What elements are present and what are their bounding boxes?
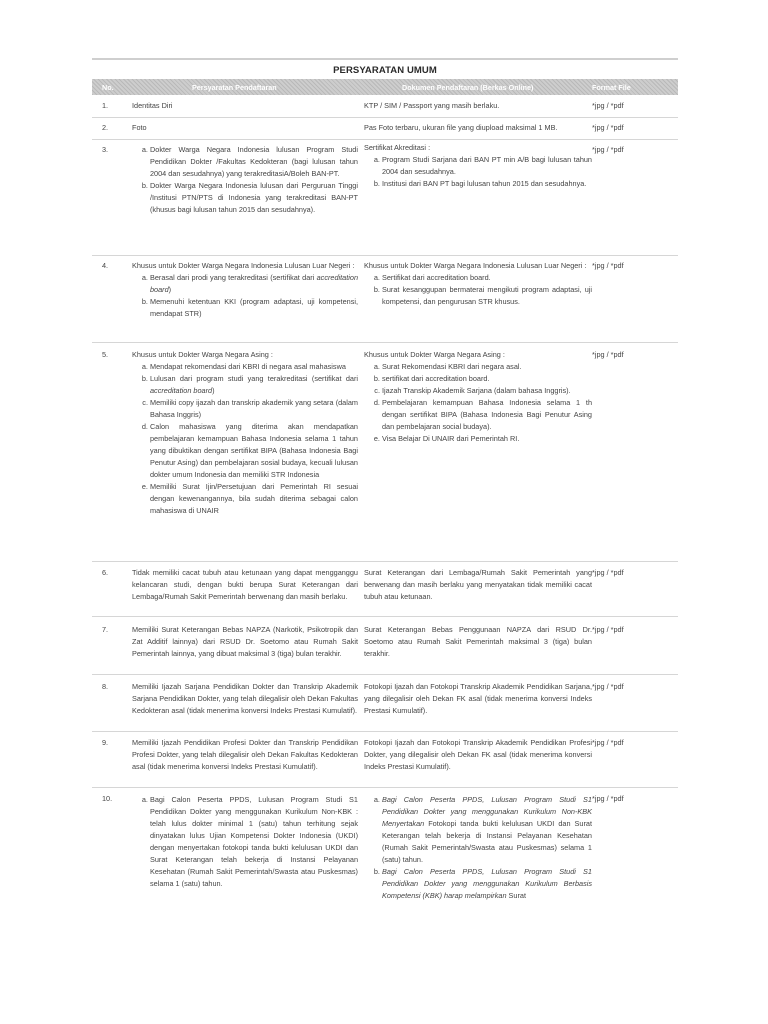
document-list xyxy=(364,349,592,445)
page-title: PERSYARATAN UMUM xyxy=(333,65,437,76)
requirement-list xyxy=(132,794,358,890)
row-number: 10. xyxy=(102,794,113,803)
requirement-text: Memiliki Ijazah Sarjana Pendidikan Dokter dan Transkrip Akademik Sarjana Pendidikan Dokter, yang telah dilegalisir oleh Dekan Fakultas Kedokteran asal (tidak menerima konversi Indeks Prestasi Kumulatif). xyxy=(132,682,358,715)
table-row xyxy=(92,118,678,140)
row-number: 6. xyxy=(102,568,109,577)
format-text: *jpg / *pdf xyxy=(592,568,624,577)
list-item: a. Mendapat rekomendasi dari KBRI di negara asal mahasiswa xyxy=(150,361,358,373)
document-text: Surat Keterangan Bebas Penggunaan NAPZA dari RSUD Dr. Soetomo atau Rumah Sakit Pemerintah maksimal 3 (tiga) bulan terakhir. xyxy=(364,625,592,658)
list-item: d. Pembelajaran kemampuan Bahasa Indonesia selama 1 th dengan sertifikat BIPA (Bahasa Indonesia Bagi Penutur Asing dan pembelajaran social budaya). xyxy=(382,397,592,433)
list-item: b. Lulusan dari program studi yang terakreditasi (sertifikat dari accreditation board) xyxy=(150,373,358,397)
list-item: a. Dokter Warga Negara Indonesia lulusan Program Studi Pendidikan Dokter /Fakultas Kedokteran (bagi lulusan tahun 2004 dan sesudahnya) yang terakreditasiA/Boleh BAN-PT. xyxy=(150,144,358,180)
header-no: No. xyxy=(102,83,114,92)
table-row xyxy=(92,140,678,256)
table-row xyxy=(92,675,678,732)
format-text: *jpg / *pdf xyxy=(592,101,624,110)
requirement-list xyxy=(132,144,358,216)
row-number: 4. xyxy=(102,261,109,270)
format-text: *jpg / *pdf xyxy=(592,261,624,270)
document-text: Surat Keterangan dari Lembaga/Rumah Sakit Pemerintah yang berwenang dan masih berlaku yang menyatakan tidak memiliki cacat tubuh atau ketunaan. xyxy=(364,568,592,601)
list-item: a. Surat Rekomendasi KBRI dari negara asal. xyxy=(382,361,592,373)
header-requirement: Persyaratan Pendaftaran xyxy=(192,83,277,92)
document-text: Fotokopi Ijazah dan Fotokopi Transkrip Akademik Pendidikan Profesi Dokter, yang dilegalisir oleh Dekan FK asal (tidak menerima konversi Indeks Prestasi Kumulatif). xyxy=(364,738,592,771)
list-item: b. Surat kesanggupan bermaterai mengikuti program adaptasi, uji kompetensi, dan pengurusan STR khusus. xyxy=(382,284,592,308)
row-number: 5. xyxy=(102,350,109,359)
header-format: Format File xyxy=(592,83,631,92)
format-text: *jpg / *pdf xyxy=(592,145,624,154)
top-rule xyxy=(92,58,678,60)
list-item: c. Ijazah Transkip Akademik Sarjana (dalam bahasa Inggris). xyxy=(382,385,592,397)
row-number: 1. xyxy=(102,101,109,110)
row-number: 3. xyxy=(102,145,109,154)
list-item: a. Bagi Calon Peserta PPDS, Lulusan Program Studi S1 Pendidikan Dokter yang menggunakan Kurikulum Non-KBK Menyertakan Fotokopi tanda bukti kelulusan UKDI dan Surat Keterangan telah bekerja di Instansi Pelayanan Kesehatan (Rumah Sakit Pemerintah/Swasta atau Puskesmas) selama 1 (satu) tahun. xyxy=(382,794,592,866)
list-item: a. Berasal dari prodi yang terakreditasi (sertifikat dari accreditation board) xyxy=(150,272,358,296)
format-text: *jpg / *pdf xyxy=(592,682,624,691)
format-text: *jpg / *pdf xyxy=(592,123,624,132)
requirement-text: Tidak memiliki cacat tubuh atau ketunaan yang dapat mengganggu kelancaran studi, dengan bukti berupa Surat Keterangan dari Lembaga/Rumah Sakit Pemerintah berwenang dan masih berlaku. xyxy=(132,568,358,601)
row-number: 2. xyxy=(102,123,109,132)
document-text: Fotokopi Ijazah dan Fotokopi Transkrip Akademik Pendidikan Sarjana, yang dilegalisir oleh Dekan FK asal (tidak menerima konversi Indeks Prestasi Kumulatif). xyxy=(364,682,592,715)
table-header xyxy=(92,79,678,95)
requirement-list xyxy=(132,349,358,517)
table-row xyxy=(92,343,678,562)
table-row xyxy=(92,96,678,118)
row-number: 7. xyxy=(102,625,109,634)
requirement-text: Foto xyxy=(132,123,147,132)
list-item: e. Memiliki Surat Ijin/Persetujuan dari Pemerintah RI sesuai dengan kewenangannya, bila sudah diterima sebagai calon mahasiswa di UNAIR xyxy=(150,481,358,517)
requirement-text: Identitas Diri xyxy=(132,101,173,110)
requirement-text: Memiliki Surat Keterangan Bebas NAPZA (Narkotik, Psikotropik dan Zat Additif lainnya) dari RSUD Dr. Soetomo atau Rumah Sakit Pemerintah lainnya, yang dibuat maksimal 3 (tiga) bulan terakhir. xyxy=(132,625,358,658)
list-item: a. Bagi Calon Peserta PPDS, Lulusan Program Studi S1 Pendidikan Dokter yang menggunakan Kurikulum Non-KBK : telah lulus dokter minimal 1 (satu) tahun terhitung sejak dinyatakan lulus Ujian Kompetensi Dokter Indonesia (UKDI) dengan menyertakan fotokopi tanda bukti kelulusan UKDI dan Surat Keterangan telah bekerja di Instansi Pelayanan Kesehatan (Rumah Sakit Pemerintah/Swasta atau Puskesmas) selama 1 (satu) tahun. xyxy=(150,794,358,890)
row-number: 8. xyxy=(102,682,109,691)
list-item: b. Bagi Calon Peserta PPDS, Lulusan Program Studi S1 Pendidikan Dokter yang menggunakan Kurikulum Berbasis Kompetensi (KBK) harap melampirkan Surat xyxy=(382,866,592,902)
document-intro: Sertifikat Akreditasi : xyxy=(364,143,431,152)
requirement-intro: Khusus untuk Dokter Warga Negara Indonesia Lulusan Luar Negeri : xyxy=(132,261,355,270)
table-row xyxy=(92,562,678,617)
table-row xyxy=(92,732,678,788)
requirement-intro: Khusus untuk Dokter Warga Negara Asing : xyxy=(132,350,273,359)
header-document: Dokumen Pendaftaran (Berkas Online) xyxy=(402,83,534,92)
document-intro: Khusus untuk Dokter Warga Negara Asing : xyxy=(364,350,505,359)
table-row xyxy=(92,617,678,675)
requirement-list xyxy=(132,260,358,320)
document-list xyxy=(364,142,592,190)
table-row xyxy=(92,256,678,343)
list-item: b. Institusi dari BAN PT bagi lulusan tahun 2015 dan sesudahnya. xyxy=(382,178,592,190)
list-item: c. Memiliki copy ijazah dan transkrip akademik yang setara (dalam Bahasa Inggris) xyxy=(150,397,358,421)
list-item: a. Sertifikat dari accreditation board. xyxy=(382,272,592,284)
format-text: *jpg / *pdf xyxy=(592,738,624,747)
list-item: d. Calon mahasiswa yang diterima akan mendapatkan pembelajaran kemampuan Bahasa Indonesia selama 1 tahun yang dibuktikan dengan sertifikat BIPA (Bahasa Indonesia Bagi Penutur Asing) dan pembelajaran sosial budaya, kecuali lulusan dokter umum Indonesia dan memiliki STR Indonesia xyxy=(150,421,358,481)
document-list xyxy=(364,794,592,902)
format-text: *jpg / *pdf xyxy=(592,350,624,359)
list-item: b. sertifikat dari accreditation board. xyxy=(382,373,592,385)
document-text: Pas Foto terbaru, ukuran file yang diupload maksimal 1 MB. xyxy=(364,123,558,132)
format-text: *jpg / *pdf xyxy=(592,625,624,634)
table-row xyxy=(92,788,678,914)
list-item: e. Visa Belajar Di UNAIR dari Pemerintah RI. xyxy=(382,433,592,445)
document-list xyxy=(364,260,592,308)
row-number: 9. xyxy=(102,738,109,747)
format-text: *jpg / *pdf xyxy=(592,794,624,803)
document-text: KTP / SIM / Passport yang masih berlaku. xyxy=(364,101,500,110)
requirement-text: Memiliki Ijazah Pendidikan Profesi Dokter dan Transkrip Pendidikan Profesi Dokter, yang telah dilegalisir oleh Dekan Fakultas Kedokteran asal (tidak menerima konversi Indeks Prestasi Kumulatif). xyxy=(132,738,358,771)
list-item: b. Dokter Warga Negara Indonesia lulusan dari Perguruan Tinggi /Institusi PTN/PTS di Indonesia yang terakreditasi BAN-PT (khusus bagi lulusan tahun 2015 dan sesudahnya). xyxy=(150,180,358,216)
list-item: b. Memenuhi ketentuan KKI (program adaptasi, uji kompetensi, mendapat STR) xyxy=(150,296,358,320)
list-item: a. Program Studi Sarjana dari BAN PT min A/B bagi lulusan tahun 2004 dan sesudahnya. xyxy=(382,154,592,178)
document-intro: Khusus untuk Dokter Warga Negara Indonesia Lulusan Luar Negeri : xyxy=(364,261,587,270)
